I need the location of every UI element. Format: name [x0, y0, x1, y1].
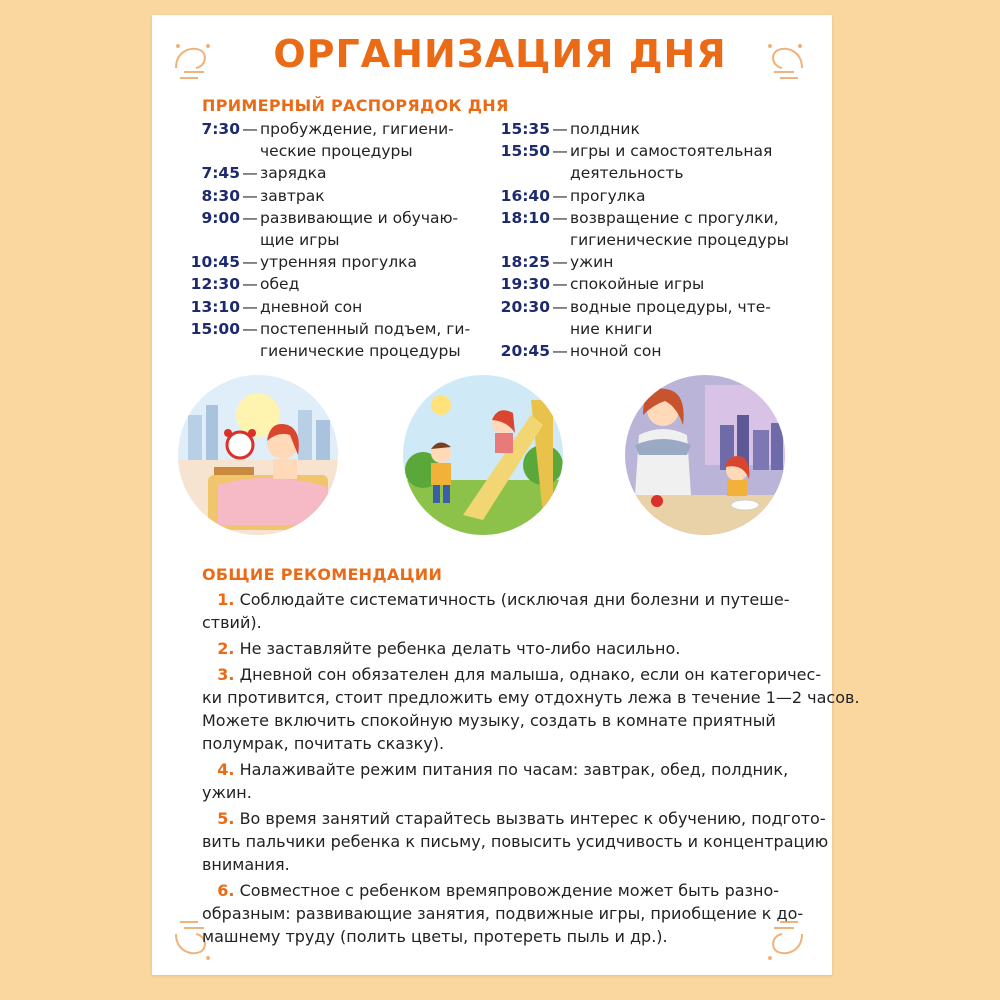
- schedule-entry: 7:45 — зарядка: [201, 164, 327, 183]
- recommendations-heading: ОБЩИЕ РЕКОМЕНДАЦИИ: [202, 565, 443, 584]
- walk-illustration: [403, 375, 563, 535]
- schedule-entry: 7:30 — пробуждение, гигиени-: [201, 120, 454, 138]
- wakeup-illustration: [178, 375, 338, 535]
- schedule-entry: 12:30 — обед: [190, 275, 300, 294]
- recommendation-item: 3. Дневной сон обязателен для малыша, однако, если он категоричес- ки противится, стоит предложить ему отдохнуть лежа в течение 1—2 часов. Можете включить спокойную музыку, создать в комнате приятный полумрак, почитать сказку).: [202, 664, 860, 754]
- recommendation-item: 5. Во время занятий старайтесь вызвать интерес к обучению, подгото- вить пальчики ребенка к письму, повысить усидчивость и концентрацию внимания.: [202, 808, 829, 875]
- schedule-entry: 15:35 — полдник: [500, 120, 640, 138]
- schedule-entry: 15:00 — постепенный подъем, ги-: [190, 319, 471, 338]
- schedule-heading: ПРИМЕРНЫЙ РАСПОРЯДОК ДНЯ: [202, 96, 509, 115]
- schedule-entry: 18:25 — ужин: [500, 253, 614, 272]
- schedule-entry: 13:10 — дневной сон: [190, 297, 363, 316]
- recommendation-item: 2. Не заставляйте ребенка делать что-либо насильно.: [217, 638, 681, 658]
- recommendation-item: 4. Налаживайте режим питания по часам: завтрак, обед, полдник, ужин.: [202, 759, 789, 803]
- schedule-entry: 8:30 — завтрак: [201, 186, 325, 205]
- dinner-illustration: [625, 375, 785, 535]
- schedule-entry: 16:40 — прогулка: [500, 186, 646, 205]
- page-title: ОРГАНИЗАЦИЯ ДНЯ: [273, 32, 727, 76]
- recommendation-item: 6. Совместное с ребенком времяпровождение может быть разно- образным: развивающие занятия, подвижные игры, приобщение к до- машнему труду (полить цветы, протереть пыль и др.).: [202, 880, 804, 947]
- schedule-entry: 18:10 — возвращение с прогулки,: [500, 208, 779, 227]
- schedule-right-column: 15:35 — полдник 15:50 — игры и самостоятельная деятельность 16:40 — прогулка 18:10 — возвращение с прогулки, гигиенические процедуры 18:25 — ужин 19:30 — спокойные игры 20:30 — водные процедуры, чте- ние книги 20:45 — ночной сон: [490, 118, 800, 362]
- illustrations: [0, 375, 1000, 545]
- schedule-entry: 20:45 — ночной сон: [500, 342, 662, 361]
- schedule-entry: 20:30 — водные процедуры, чте-: [500, 297, 771, 316]
- schedule-entry: 10:45 — утренняя прогулка: [190, 253, 417, 272]
- recommendation-item: 1. Соблюдайте систематичность (исключая дни болезни и путеше- ствий).: [202, 590, 790, 633]
- schedule-entry: 15:50 — игры и самостоятельная: [500, 142, 773, 161]
- recommendations-list: [202, 588, 860, 951]
- schedule-left-column: 7:30 — пробуждение, гигиени- ческие процедуры 7:45 — зарядка 8:30 — завтрак 9:00 — развивающие и обучаю- щие игры 10:45 — утренняя прогулка 12:30 — обед 13:10 — дневной сон 15:00 — постепенный подъем, ги- гиенические процедуры: [180, 118, 480, 362]
- schedule-entry: 9:00 — развивающие и обучаю-: [201, 208, 459, 227]
- schedule-entry: 19:30 — спокойные игры: [500, 275, 705, 294]
